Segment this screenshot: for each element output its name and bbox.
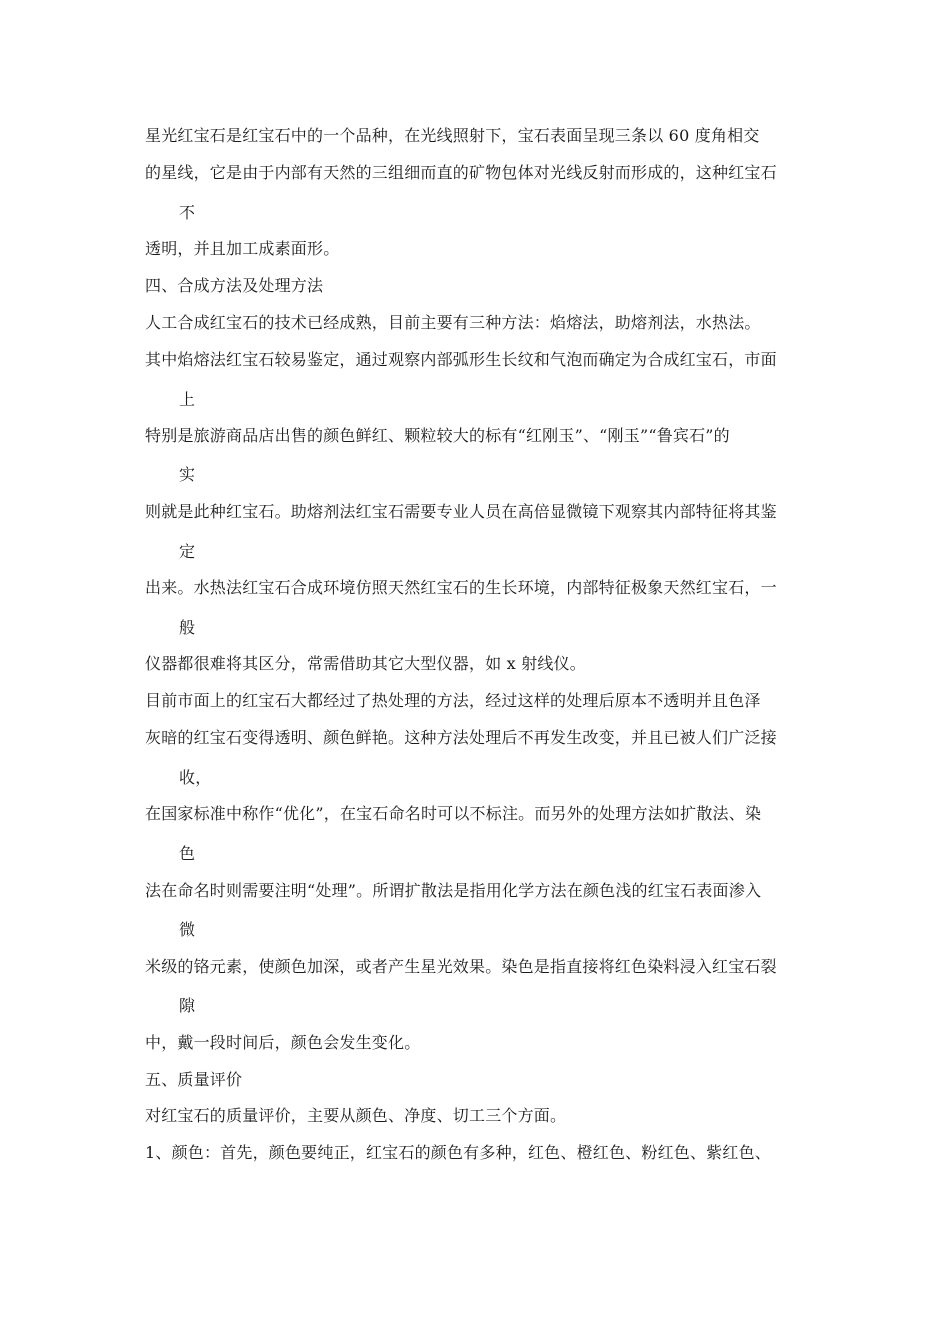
paragraph-line: 人工合成红宝石的技术已经成熟，目前主要有三种方法：焰熔法，助熔剂法，水热法。	[145, 313, 761, 332]
paragraph-line: 灰暗的红宝石变得透明、颜色鲜艳。这种方法处理后不再发生改变，并且已被人们广泛接	[145, 728, 777, 747]
paragraph-line: 1、颜色：首先，颜色要纯正，红宝石的颜色有多种，红色、橙红色、粉红色、紫红色、	[145, 1143, 771, 1162]
paragraph-line: 透明，并且加工成素面形。	[145, 239, 340, 258]
paragraph-line: 目前市面上的红宝石大都经过了热处理的方法，经过这样的处理后原本不透明并且色泽	[145, 691, 761, 710]
paragraph-line: 微	[179, 920, 196, 939]
paragraph-line: 定	[179, 542, 196, 561]
paragraph-line: 仪器都很难将其区分，常需借助其它大型仪器，如 x 射线仪。	[145, 654, 586, 673]
section-heading: 四、合成方法及处理方法	[145, 276, 324, 295]
paragraph-line: 实	[179, 465, 196, 484]
paragraph-line: 出来。水热法红宝石合成环境仿照天然红宝石的生长环境，内部特征极象天然红宝石，一	[145, 578, 777, 597]
paragraph-line: 对红宝石的质量评价，主要从颜色、净度、切工三个方面。	[145, 1106, 567, 1125]
paragraph-line: 收，	[179, 768, 212, 787]
paragraph-line: 中，戴一段时间后，颜色会发生变化。	[145, 1033, 421, 1052]
paragraph-line: 星光红宝石是红宝石中的一个品种，在光线照射下，宝石表面呈现三条以 60 度角相交	[145, 126, 760, 145]
paragraph-line: 的星线，它是由于内部有天然的三组细而直的矿物包体对光线反射而形成的，这种红宝石	[145, 163, 777, 182]
paragraph-line: 特别是旅游商品店出售的颜色鲜红、颗粒较大的标有“红刚玉”、“刚玉”“鲁宾石”的	[145, 426, 730, 445]
paragraph-line: 隙	[179, 996, 196, 1015]
paragraph-line: 米级的铬元素，使颜色加深，或者产生星光效果。染色是指直接将红色染料浸入红宝石裂	[145, 957, 777, 976]
section-heading: 五、质量评价	[145, 1070, 243, 1089]
paragraph-line: 上	[179, 390, 196, 409]
paragraph-line: 色	[179, 844, 196, 863]
paragraph-line: 不	[179, 203, 196, 222]
paragraph-line: 般	[179, 618, 196, 637]
paragraph-line: 法在命名时则需要注明“处理”。所谓扩散法是指用化学方法在颜色浅的红宝石表面渗入	[145, 881, 762, 900]
paragraph-line: 则就是此种红宝石。助熔剂法红宝石需要专业人员在高倍显微镜下观察其内部特征将其鉴	[145, 502, 777, 521]
paragraph-line: 其中焰熔法红宝石较易鉴定，通过观察内部弧形生长纹和气泡而确定为合成红宝石，市面	[145, 350, 777, 369]
paragraph-line: 在国家标准中称作“优化”，在宝石命名时可以不标注。而另外的处理方法如扩散法、染	[145, 804, 762, 823]
